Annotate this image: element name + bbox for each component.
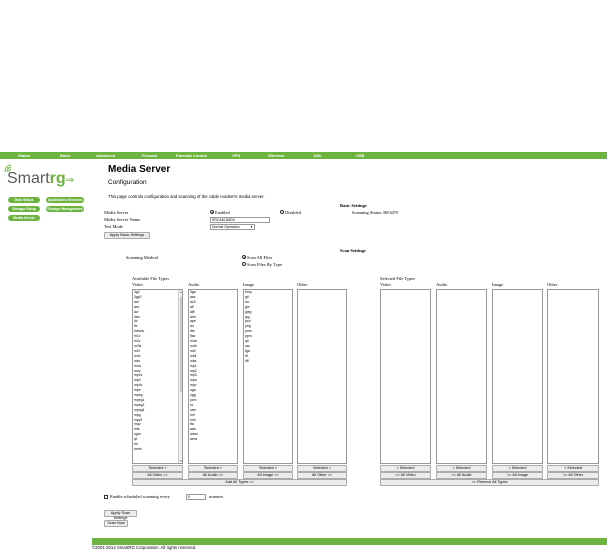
file-type-option[interactable]: bmp	[245, 290, 252, 294]
disabled-label: Disabled	[285, 210, 301, 215]
media-server-name-label: Media Server Name	[104, 217, 141, 222]
enabled-label: Enabled	[215, 210, 230, 215]
file-type-option[interactable]: mpeg2	[134, 402, 145, 407]
sidebar-media-server-button[interactable]: Media Server	[8, 215, 40, 221]
scan-now-button[interactable]: Scan Now	[104, 520, 128, 527]
file-type-option[interactable]: ac3	[190, 299, 196, 304]
file-type-option[interactable]: pcd	[245, 319, 251, 324]
nav-dsl[interactable]: DSL	[314, 153, 322, 158]
file-type-option[interactable]: rmi	[190, 412, 195, 417]
video-list-scrollbar[interactable]	[178, 290, 182, 463]
remove-all-image-button[interactable]: << All Image	[492, 472, 543, 479]
file-type-option[interactable]: aac	[190, 294, 196, 299]
scroll-up-icon[interactable]: ▲	[179, 290, 183, 294]
apply-basic-settings-button[interactable]: Apply Basic Settings	[104, 232, 150, 239]
file-type-option[interactable]: mp1	[190, 363, 197, 368]
enable-scheduled-scanning-checkbox[interactable]	[104, 495, 108, 499]
file-type-option[interactable]: hdmov	[134, 329, 145, 334]
file-type-option[interactable]: tif	[245, 353, 248, 358]
file-type-option[interactable]: m1v	[134, 334, 141, 339]
test-mode-label: Test Mode	[104, 224, 124, 229]
selected-other-header: Other	[547, 282, 558, 287]
file-type-option[interactable]: ra	[190, 402, 194, 407]
available-other-header: Other	[297, 282, 308, 287]
available-video-list[interactable]	[132, 289, 183, 464]
file-type-option[interactable]: dv	[134, 319, 138, 324]
media-server-name-input[interactable]: SRCAM-D6D9	[210, 217, 270, 223]
file-type-option[interactable]: ras	[245, 343, 250, 348]
disabled-radio[interactable]	[280, 210, 284, 214]
selected-image-list[interactable]	[492, 289, 543, 464]
selected-image-header: Image	[492, 282, 504, 287]
remove-all-audio-button[interactable]: << All Audio	[436, 472, 487, 479]
file-type-option[interactable]: mts	[134, 427, 140, 432]
file-type-option[interactable]: tga	[245, 348, 250, 353]
file-type-option[interactable]: avc	[134, 304, 140, 309]
nav-vpn[interactable]: VPN	[232, 153, 241, 158]
selected-audio-header: Audio	[436, 282, 448, 287]
file-type-option[interactable]: flv	[134, 324, 138, 329]
file-type-option[interactable]: mkv	[134, 358, 141, 363]
file-type-option[interactable]: mid	[190, 348, 196, 353]
file-type-option[interactable]: m4a	[190, 339, 197, 344]
file-type-option[interactable]: m4b	[190, 343, 197, 348]
scroll-thumb[interactable]	[180, 297, 183, 392]
add-all-audio-button[interactable]: All Audio >>	[188, 472, 238, 479]
file-type-option[interactable]: jpg	[245, 314, 250, 319]
file-type-option[interactable]: m2t	[134, 348, 140, 353]
scan-interval-input[interactable]: 0	[186, 494, 206, 500]
file-type-option[interactable]: wave	[190, 432, 198, 437]
file-type-option[interactable]: mpeg	[134, 393, 143, 398]
file-type-option[interactable]: wav	[190, 427, 197, 432]
available-audio-list[interactable]	[188, 289, 238, 464]
file-type-option[interactable]: mpeg4	[134, 407, 145, 412]
file-type-option[interactable]: mpe	[134, 388, 141, 393]
selected-video-header: Video	[380, 282, 391, 287]
file-type-option[interactable]: divx	[134, 314, 141, 319]
file-type-option[interactable]: gif	[245, 294, 249, 299]
add-all-types-button[interactable]: Add All Types >>	[132, 479, 347, 486]
scheduled-scanning-label: Enable scheduled scanning every	[110, 494, 170, 499]
file-type-option[interactable]: tta	[190, 422, 194, 427]
scan-all-files-label: Scan All Files	[247, 255, 273, 260]
file-type-option[interactable]: 3gp2	[134, 294, 142, 299]
file-type-option[interactable]: ico	[245, 299, 250, 304]
add-selected-video-button[interactable]: Selected >	[132, 465, 183, 472]
file-type-option[interactable]: mod	[134, 363, 141, 368]
file-type-option[interactable]: mka	[190, 358, 197, 363]
add-all-image-button[interactable]: All Image >>	[243, 472, 293, 479]
add-all-other-button[interactable]: All Other >>	[297, 472, 347, 479]
file-type-option[interactable]: jpe	[245, 304, 250, 309]
file-type-option[interactable]: mpeg1	[134, 397, 145, 402]
scan-by-type-label: Scan Files By Type	[247, 262, 282, 267]
file-type-option[interactable]: aif	[190, 304, 194, 309]
file-type-option[interactable]: au	[190, 324, 194, 329]
file-type-option[interactable]: mp3	[190, 373, 197, 378]
enabled-radio[interactable]	[210, 210, 214, 214]
page-description: This page controls configuration and scanning of the cable modem's media server.	[108, 194, 265, 199]
file-type-option[interactable]: mpc	[190, 383, 197, 388]
apply-scan-settings-button[interactable]: Apply Scan Settings	[104, 510, 137, 517]
selected-file-types-heading: Selected File Types	[380, 276, 416, 281]
nav-basic[interactable]: Basic	[60, 153, 71, 158]
file-type-option[interactable]: mp2	[190, 368, 197, 373]
file-type-option[interactable]: aiff	[190, 309, 195, 314]
file-type-option[interactable]: wma	[190, 437, 198, 442]
nav-firewall[interactable]: Firewall	[142, 153, 157, 158]
add-selected-audio-button[interactable]: Selected >	[188, 465, 238, 472]
selected-video-list[interactable]	[380, 289, 431, 464]
file-type-option[interactable]: qti	[245, 339, 249, 344]
file-type-option[interactable]: mpv2	[134, 417, 143, 422]
sidebar-application-services-button[interactable]: Application Services	[47, 198, 83, 202]
file-type-option[interactable]: m2v	[134, 339, 141, 344]
file-type-option[interactable]: mpa	[190, 378, 197, 383]
remove-all-other-button[interactable]: << All Other	[547, 472, 599, 479]
file-type-option[interactable]: dts	[190, 329, 195, 334]
nav-parental-control[interactable]: Parental Control	[176, 153, 208, 158]
file-type-option[interactable]: qt	[134, 437, 137, 442]
file-type-option[interactable]: oga	[190, 388, 196, 393]
file-type-option[interactable]: mov	[134, 368, 141, 373]
file-type-option[interactable]: mpg	[134, 412, 141, 417]
smartrg-logo	[4, 163, 84, 191]
available-file-types-heading: Available File Types	[132, 276, 170, 281]
file-type-option[interactable]: rm	[134, 442, 138, 447]
file-type-option[interactable]: mp4v	[134, 383, 143, 388]
file-type-option[interactable]: snd	[190, 417, 196, 422]
nav-status[interactable]: Status	[18, 153, 31, 158]
file-type-option[interactable]: 3ga	[190, 290, 196, 294]
file-type-option[interactable]: avi	[134, 309, 139, 314]
nav-wireless[interactable]: Wireless	[268, 153, 285, 158]
nav-advanced[interactable]: Advanced	[96, 153, 116, 158]
file-type-option[interactable]: mp4	[134, 378, 141, 383]
sidebar-storage-setup-button[interactable]: Storage Setup	[8, 206, 40, 212]
file-type-option[interactable]: mp2v	[134, 373, 143, 378]
sidebar-storage-management-button[interactable]: Storage Management	[47, 207, 83, 211]
file-type-option[interactable]: m4v	[134, 353, 141, 358]
file-type-option[interactable]: flac	[190, 334, 196, 339]
scan-settings-heading: Scan Settings	[340, 248, 366, 253]
remove-selected-audio-button[interactable]: < Selected	[436, 465, 487, 472]
main-content	[104, 159, 607, 544]
scanning-status: Scanning Status: READY	[352, 210, 399, 215]
file-type-option[interactable]: 3g2	[134, 290, 140, 294]
file-type-option[interactable]: tiff	[245, 358, 249, 363]
file-type-option[interactable]: jpeg	[245, 309, 252, 314]
remove-all-types-button[interactable]: << Remove All Types	[380, 479, 599, 486]
page-subtitle: Configuration	[108, 179, 147, 186]
scroll-down-icon[interactable]: ▼	[179, 459, 183, 463]
sidebar	[0, 159, 92, 552]
add-all-video-button[interactable]: All Video >>	[132, 472, 183, 479]
file-type-option[interactable]: m2ts	[134, 343, 142, 348]
add-selected-image-button[interactable]: Selected >	[243, 465, 293, 472]
available-audio-header: Audio	[188, 282, 200, 287]
file-type-option[interactable]: ape	[190, 319, 196, 324]
minutes-label: minutes	[209, 494, 224, 499]
add-selected-other-button[interactable]: Selected >	[297, 465, 347, 472]
remove-selected-image-button[interactable]: < Selected	[492, 465, 543, 472]
remove-selected-other-button[interactable]: < Selected	[547, 465, 599, 472]
logo-text: Smartrg⇒	[7, 170, 75, 187]
available-image-list[interactable]	[243, 289, 293, 464]
file-type-option[interactable]: ogm	[134, 432, 141, 437]
file-type-option[interactable]: amr	[190, 314, 196, 319]
file-type-option[interactable]: ogg	[190, 393, 196, 398]
remove-selected-video-button[interactable]: < Selected	[380, 465, 431, 472]
copyright-text: ©2001-2014 SmartRG Corporation. All rights reserved.	[92, 545, 197, 550]
top-nav-bar	[0, 152, 607, 159]
file-type-option[interactable]: pcm	[190, 397, 197, 402]
scan-by-type-radio[interactable]	[242, 262, 246, 266]
file-type-option[interactable]: pnm	[245, 329, 252, 334]
available-video-header: Video	[132, 282, 143, 287]
file-type-option[interactable]: midi	[190, 353, 197, 358]
available-image-header: Image	[243, 282, 255, 287]
file-type-option[interactable]: asf	[134, 299, 139, 304]
available-other-list[interactable]	[297, 289, 347, 464]
footer-bar	[92, 538, 607, 545]
scan-all-files-radio[interactable]	[242, 255, 246, 259]
test-mode-select[interactable]: Normal Operation ▼	[212, 225, 253, 229]
sidebar-disk-status-button[interactable]: Disk Status	[8, 197, 40, 203]
remove-all-video-button[interactable]: << All Video	[380, 472, 431, 479]
file-type-option[interactable]: ram	[190, 407, 196, 412]
basic-settings-heading: Basic Settings	[340, 203, 367, 208]
nav-usb[interactable]: USB	[356, 153, 365, 158]
file-type-option[interactable]: mqv	[134, 422, 141, 427]
selected-audio-list[interactable]	[436, 289, 487, 464]
file-type-option[interactable]: rmvb	[134, 447, 142, 451]
file-type-option[interactable]: png	[245, 324, 251, 329]
media-server-label: Media Server	[104, 210, 129, 215]
scanning-method-label: Scanning Method	[126, 255, 158, 260]
selected-other-list[interactable]	[547, 289, 599, 464]
file-type-option[interactable]: ppm	[245, 334, 252, 339]
page-title: Media Server	[108, 164, 171, 175]
